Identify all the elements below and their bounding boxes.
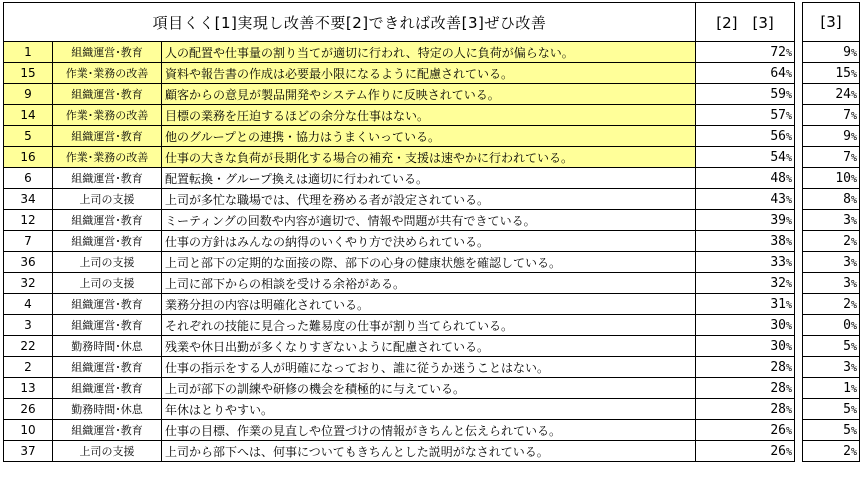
value-3 <box>803 315 860 336</box>
item-number: 36 <box>4 252 53 273</box>
item-question: 年休はとりやすい。 <box>162 399 696 420</box>
value-2-3-number: 72 <box>770 44 786 60</box>
percent-sign: % <box>850 194 857 206</box>
percent-sign: % <box>850 110 857 122</box>
item-number: 26 <box>4 399 53 420</box>
value-2-3-number: 32 <box>770 275 786 291</box>
item-question: 上司から部下へは、何事についてもきちんとした説明がなされている。 <box>162 441 696 462</box>
percent-sign: % <box>785 341 792 353</box>
item-category: 作業･業務の改善 <box>53 63 162 84</box>
item-question: 仕事の大きな負荷が長期化する場合の補充・支援は速やかに行われている。 <box>162 147 696 168</box>
item-number: 37 <box>4 441 53 462</box>
value-2-3 <box>696 420 795 441</box>
value-2-3 <box>696 147 795 168</box>
column-gap <box>795 399 803 420</box>
value-2-3-number: 33 <box>770 254 786 270</box>
table-row <box>4 399 860 420</box>
table-row <box>4 420 860 441</box>
value-2-3-number: 30 <box>770 338 786 354</box>
item-number: 5 <box>4 126 53 147</box>
column-gap <box>795 315 803 336</box>
item-category: 上司の支援 <box>53 441 162 462</box>
percent-sign: % <box>850 89 857 101</box>
value-3-number: 8 <box>843 191 851 207</box>
value-2-3-number: 26 <box>770 422 786 438</box>
percent-sign: % <box>785 47 792 59</box>
value-3 <box>803 336 860 357</box>
column-gap <box>795 189 803 210</box>
item-question: 人の配置や仕事量の割り当てが適切に行われ、特定の人に負荷が偏らない。 <box>162 42 696 63</box>
value-2-3-number: 30 <box>770 317 786 333</box>
value-2-3-number: 54 <box>770 149 786 165</box>
table-row <box>4 147 860 168</box>
item-category: 組織運営･教育 <box>53 315 162 336</box>
value-3 <box>803 168 860 189</box>
item-question: 上司と部下の定期的な面接の際、部下の心身の健康状態を確認している。 <box>162 252 696 273</box>
value-2-3-number: 28 <box>770 401 786 417</box>
percent-sign: % <box>850 341 857 353</box>
percent-sign: % <box>785 446 792 458</box>
value-3-number: 10 <box>835 170 851 186</box>
percent-sign: % <box>785 236 792 248</box>
column-gap <box>795 126 803 147</box>
column-gap <box>795 420 803 441</box>
value-2-3 <box>696 378 795 399</box>
value-2-3 <box>696 105 795 126</box>
item-category: 上司の支援 <box>53 252 162 273</box>
value-2-3-number: 59 <box>770 86 786 102</box>
item-question: 上司に部下からの相談を受ける余裕がある。 <box>162 273 696 294</box>
value-3-number: 24 <box>835 86 851 102</box>
table-row <box>4 357 860 378</box>
value-2-3 <box>696 315 795 336</box>
item-question: 目標の業務を圧迫するほどの余分な仕事はない。 <box>162 105 696 126</box>
value-3-number: 5 <box>843 338 851 354</box>
table-row <box>4 273 860 294</box>
value-3-number: 5 <box>843 401 851 417</box>
table-row <box>4 63 860 84</box>
value-3-number: 5 <box>843 422 851 438</box>
table-row <box>4 210 860 231</box>
table-row <box>4 231 860 252</box>
percent-sign: % <box>850 152 857 164</box>
percent-sign: % <box>785 278 792 290</box>
item-number: 14 <box>4 105 53 126</box>
column-gap <box>795 378 803 399</box>
item-category: 勤務時間･休息 <box>53 399 162 420</box>
item-number: 16 <box>4 147 53 168</box>
item-number: 2 <box>4 357 53 378</box>
value-2-3 <box>696 210 795 231</box>
value-3 <box>803 294 860 315</box>
item-number: 13 <box>4 378 53 399</box>
item-question: 資料や報告書の作成は必要最小限になるように配慮されている。 <box>162 63 696 84</box>
value-2-3 <box>696 189 795 210</box>
table-row <box>4 105 860 126</box>
value-2-3-number: 38 <box>770 233 786 249</box>
percent-sign: % <box>785 131 792 143</box>
table-header <box>4 3 860 42</box>
item-question: 仕事の方針はみんなの納得のいくやり方で決められている。 <box>162 231 696 252</box>
value-3-number: 3 <box>843 275 851 291</box>
value-3 <box>803 84 860 105</box>
value-2-3 <box>696 84 795 105</box>
percent-sign: % <box>850 446 857 458</box>
item-number: 32 <box>4 273 53 294</box>
percent-sign: % <box>850 47 857 59</box>
column-gap <box>795 147 803 168</box>
percent-sign: % <box>850 131 857 143</box>
value-3-number: 3 <box>843 212 851 228</box>
table-row <box>4 294 860 315</box>
value-2-3 <box>696 63 795 84</box>
column-gap <box>795 210 803 231</box>
percent-sign: % <box>850 68 857 80</box>
value-2-3 <box>696 42 795 63</box>
item-question: 顧客からの意見が製品開発やシステム作りに反映されている。 <box>162 84 696 105</box>
item-category: 組織運営･教育 <box>53 210 162 231</box>
percent-sign: % <box>785 404 792 416</box>
item-number: 10 <box>4 420 53 441</box>
column-gap <box>795 168 803 189</box>
item-number: 9 <box>4 84 53 105</box>
item-category: 勤務時間･休息 <box>53 336 162 357</box>
value-3-number: 2 <box>843 443 851 459</box>
value-3 <box>803 441 860 462</box>
value-2-3 <box>696 336 795 357</box>
percent-sign: % <box>785 320 792 332</box>
item-category: 作業･業務の改善 <box>53 105 162 126</box>
value-3 <box>803 231 860 252</box>
item-question: 残業や休日出勤が多くなりすぎないように配慮されている。 <box>162 336 696 357</box>
value-3-number: 2 <box>843 296 851 312</box>
value-2-3 <box>696 231 795 252</box>
column-gap <box>795 231 803 252</box>
item-category: 組織運営･教育 <box>53 42 162 63</box>
percent-sign: % <box>785 173 792 185</box>
value-3-number: 3 <box>843 254 851 270</box>
value-3 <box>803 357 860 378</box>
item-number: 4 <box>4 294 53 315</box>
value-3 <box>803 399 860 420</box>
value-2-3 <box>696 294 795 315</box>
table-row <box>4 315 860 336</box>
item-question: ミーティングの回数や内容が適切で、情報や問題が共有できている。 <box>162 210 696 231</box>
table-row <box>4 252 860 273</box>
table-row <box>4 336 860 357</box>
percent-sign: % <box>785 425 792 437</box>
table-row <box>4 42 860 63</box>
item-question: 仕事の目標、作業の見直しや位置づけの情報がきちんと伝えられている。 <box>162 420 696 441</box>
item-number: 22 <box>4 336 53 357</box>
percent-sign: % <box>785 215 792 227</box>
percent-sign: % <box>785 299 792 311</box>
percent-sign: % <box>850 236 857 248</box>
column-gap <box>795 441 803 462</box>
percent-sign: % <box>785 362 792 374</box>
percent-sign: % <box>850 278 857 290</box>
value-3 <box>803 420 860 441</box>
value-2-3 <box>696 441 795 462</box>
survey-table <box>3 2 860 462</box>
column-gap <box>795 3 803 42</box>
item-number: 6 <box>4 168 53 189</box>
item-number: 3 <box>4 315 53 336</box>
column-gap <box>795 294 803 315</box>
percent-sign: % <box>850 425 857 437</box>
item-number: 1 <box>4 42 53 63</box>
item-category: 組織運営･教育 <box>53 294 162 315</box>
item-question: 上司が多忙な職場では、代理を務める者が設定されている。 <box>162 189 696 210</box>
value-3-number: 9 <box>843 44 851 60</box>
value-2-3-number: 28 <box>770 380 786 396</box>
percent-sign: % <box>850 362 857 374</box>
item-number: 15 <box>4 63 53 84</box>
header-col-3: [3] <box>803 3 860 42</box>
value-2-3 <box>696 273 795 294</box>
value-2-3-number: 64 <box>770 65 786 81</box>
item-number: 34 <box>4 189 53 210</box>
value-3 <box>803 210 860 231</box>
value-3-number: 7 <box>843 107 851 123</box>
value-3 <box>803 147 860 168</box>
value-3 <box>803 378 860 399</box>
value-3-number: 7 <box>843 149 851 165</box>
percent-sign: % <box>850 257 857 269</box>
item-number: 12 <box>4 210 53 231</box>
value-2-3 <box>696 357 795 378</box>
value-2-3 <box>696 399 795 420</box>
column-gap <box>795 105 803 126</box>
item-question: 配置転換・グループ換えは適切に行われている。 <box>162 168 696 189</box>
item-category: 組織運営･教育 <box>53 357 162 378</box>
table-row <box>4 189 860 210</box>
column-gap <box>795 336 803 357</box>
percent-sign: % <box>850 383 857 395</box>
value-3 <box>803 252 860 273</box>
value-2-3-number: 43 <box>770 191 786 207</box>
item-question: 業務分担の内容は明確化されている。 <box>162 294 696 315</box>
value-3-number: 0 <box>843 317 851 333</box>
table-row <box>4 84 860 105</box>
item-category: 作業･業務の改善 <box>53 147 162 168</box>
column-gap <box>795 357 803 378</box>
header-title: 項目くく[1]実現し改善不要[2]できれば改善[3]ぜひ改善 <box>4 3 696 42</box>
percent-sign: % <box>785 68 792 80</box>
value-2-3-number: 56 <box>770 128 786 144</box>
percent-sign: % <box>850 173 857 185</box>
value-2-3 <box>696 168 795 189</box>
item-category: 上司の支援 <box>53 273 162 294</box>
percent-sign: % <box>785 257 792 269</box>
item-question: 上司が部下の訓練や研修の機会を積極的に与えている。 <box>162 378 696 399</box>
item-category: 組織運営･教育 <box>53 231 162 252</box>
percent-sign: % <box>850 404 857 416</box>
value-2-3-number: 31 <box>770 296 786 312</box>
percent-sign: % <box>850 215 857 227</box>
value-3 <box>803 273 860 294</box>
column-gap <box>795 273 803 294</box>
item-question: それぞれの技能に見合った難易度の仕事が割り当てられている。 <box>162 315 696 336</box>
percent-sign: % <box>785 152 792 164</box>
item-category: 組織運営･教育 <box>53 126 162 147</box>
value-3-number: 1 <box>843 380 851 396</box>
table-row <box>4 126 860 147</box>
column-gap <box>795 63 803 84</box>
percent-sign: % <box>785 89 792 101</box>
item-category: 組織運営･教育 <box>53 378 162 399</box>
item-category: 組織運営･教育 <box>53 420 162 441</box>
percent-sign: % <box>785 383 792 395</box>
item-category: 組織運営･教育 <box>53 168 162 189</box>
value-2-3 <box>696 252 795 273</box>
item-category: 組織運営･教育 <box>53 84 162 105</box>
item-question: 他のグループとの連携・協力はうまくいっている。 <box>162 126 696 147</box>
value-2-3-number: 39 <box>770 212 786 228</box>
item-question: 仕事の指示をする人が明確になっており、誰に従うか迷うことはない。 <box>162 357 696 378</box>
item-number: 7 <box>4 231 53 252</box>
value-2-3 <box>696 126 795 147</box>
column-gap <box>795 42 803 63</box>
table-row <box>4 168 860 189</box>
percent-sign: % <box>850 320 857 332</box>
percent-sign: % <box>785 194 792 206</box>
table-row <box>4 378 860 399</box>
value-3 <box>803 189 860 210</box>
value-2-3-number: 48 <box>770 170 786 186</box>
value-2-3-number: 26 <box>770 443 786 459</box>
percent-sign: % <box>785 110 792 122</box>
header-col-2-3: [2] [3] <box>696 3 795 42</box>
value-2-3-number: 28 <box>770 359 786 375</box>
table-row <box>4 441 860 462</box>
column-gap <box>795 252 803 273</box>
value-2-3-number: 57 <box>770 107 786 123</box>
value-3-number: 3 <box>843 359 851 375</box>
value-3-number: 2 <box>843 233 851 249</box>
percent-sign: % <box>850 299 857 311</box>
item-category: 上司の支援 <box>53 189 162 210</box>
value-3-number: 9 <box>843 128 851 144</box>
value-3 <box>803 42 860 63</box>
column-gap <box>795 84 803 105</box>
value-3 <box>803 105 860 126</box>
value-3 <box>803 63 860 84</box>
value-3 <box>803 126 860 147</box>
value-3-number: 15 <box>835 65 851 81</box>
